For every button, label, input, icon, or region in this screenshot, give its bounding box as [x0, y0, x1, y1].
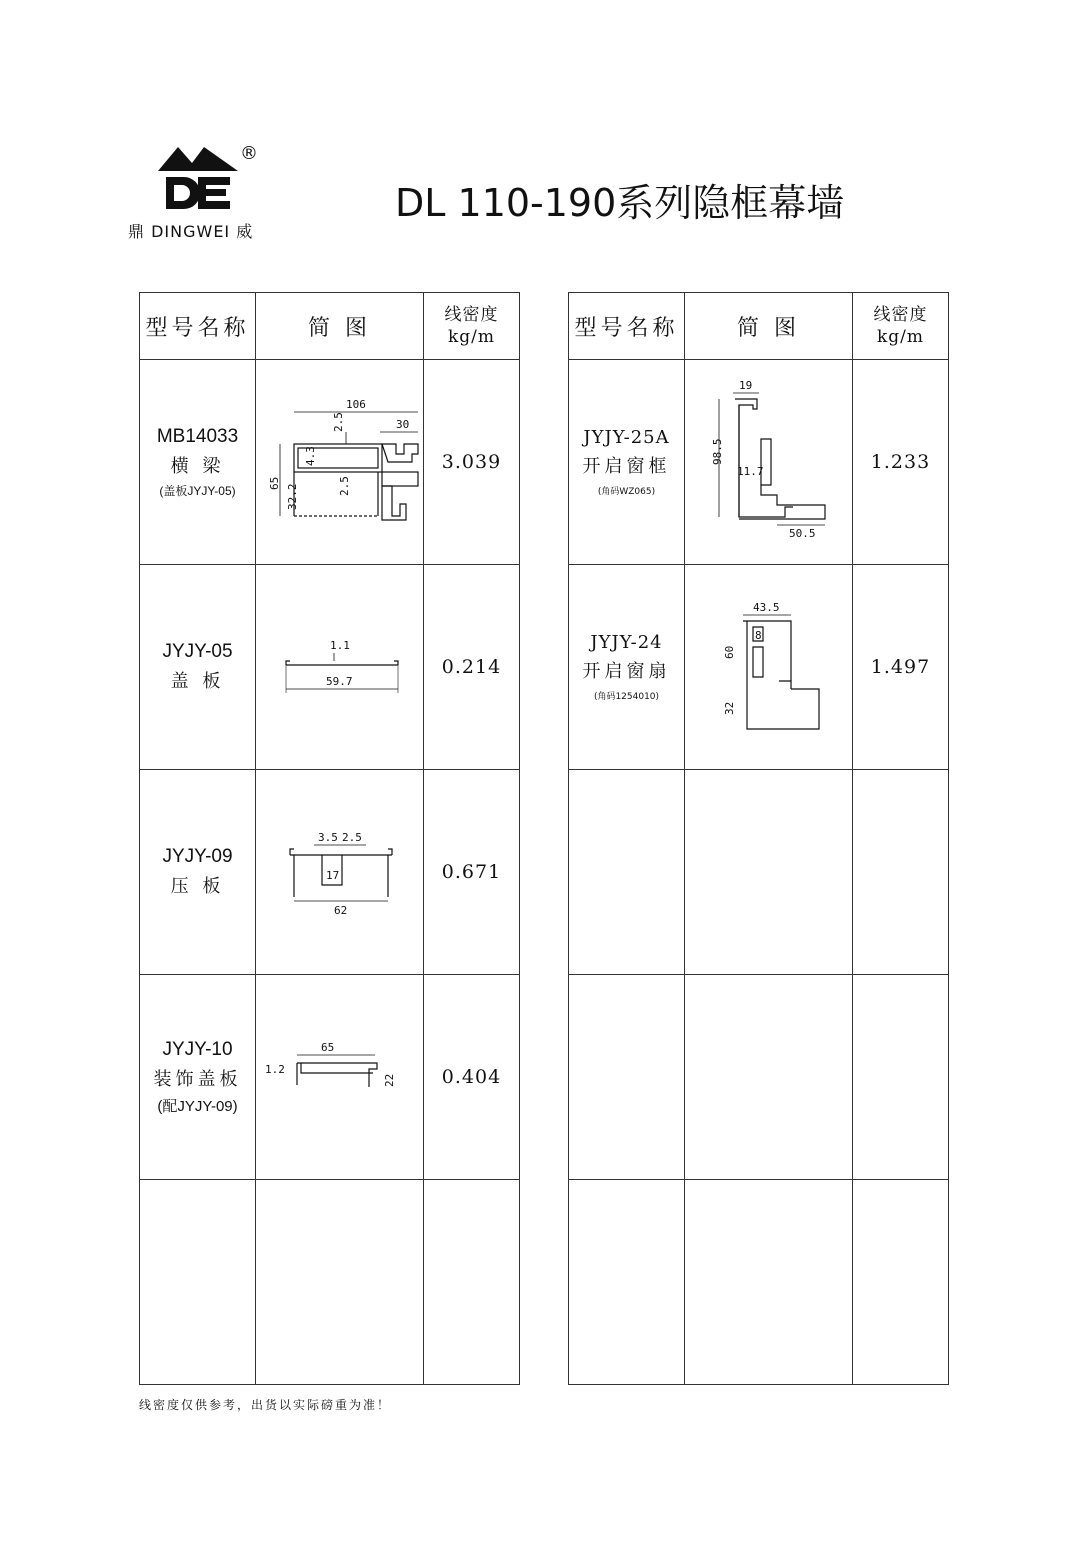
model-name: 横 梁 — [170, 455, 225, 477]
profile-jyjy09-drawing — [280, 817, 400, 927]
density-cell — [853, 1180, 949, 1385]
dim-label: 59.7 — [325, 675, 352, 688]
header-model-name: 型号名称 — [140, 293, 256, 360]
table-row — [569, 360, 949, 565]
density-cell — [853, 565, 949, 770]
dim-label: 98.5 — [710, 438, 724, 465]
brand-name: 鼎 DINGWEI 威 — [128, 222, 254, 241]
model-name-cell — [569, 565, 685, 770]
model-code: JYJY-25A — [583, 427, 670, 448]
profile-table-left — [139, 292, 520, 1385]
density-cell — [853, 360, 949, 565]
model-code: JYJY-05 — [162, 641, 233, 662]
header-density — [424, 293, 520, 360]
dim-label: 11.7 — [736, 465, 763, 478]
header-density-unit: kg/m — [876, 327, 925, 347]
dim-label: 19 — [738, 379, 752, 392]
profile-jyjy25a-drawing — [699, 377, 839, 547]
dim-label: 2.5 — [331, 412, 345, 432]
model-name-cell — [569, 770, 685, 975]
diagram-cell — [685, 1180, 853, 1385]
table-header-row — [140, 293, 520, 360]
dim-label: 4.3 — [303, 446, 317, 466]
dim-label: 60 — [722, 645, 736, 659]
diagram-cell — [256, 360, 424, 565]
diagram-cell — [685, 770, 853, 975]
dim-label: 106 — [345, 398, 366, 411]
header-diagram: 简 图 — [685, 293, 853, 360]
model-name-cell — [569, 975, 685, 1180]
table-row — [140, 770, 520, 975]
profile-table-right — [568, 292, 949, 1385]
header-model-name: 型号名称 — [569, 293, 685, 360]
page-title: DL 110-190系列隐框幕墙 — [395, 181, 845, 225]
model-note: (配JYJY-09) — [157, 1097, 238, 1115]
model-name: 开启窗扇 — [582, 661, 671, 682]
model-name-cell — [140, 770, 256, 975]
header-density-unit: kg/m — [447, 327, 496, 347]
model-note: (盖板JYJY-05) — [159, 483, 236, 498]
dim-label: 30 — [395, 418, 409, 431]
density-value: 1.233 — [870, 451, 931, 473]
density-value: 1.497 — [870, 656, 931, 678]
model-code: MB14033 — [156, 425, 239, 447]
density-cell — [424, 770, 520, 975]
density-value: 0.404 — [441, 1066, 502, 1088]
density-value: 0.214 — [441, 656, 502, 678]
density-cell — [424, 1180, 520, 1385]
dim-label: 50.5 — [788, 527, 815, 540]
dingwei-logo-icon — [158, 143, 238, 215]
model-name: 盖 板 — [170, 671, 225, 692]
table-row — [569, 1180, 949, 1385]
diagram-cell — [256, 770, 424, 975]
dim-label: 32.2 — [285, 483, 299, 510]
table-row — [569, 770, 949, 975]
density-cell — [424, 975, 520, 1180]
density-value: 3.039 — [441, 451, 502, 473]
diagram-cell — [685, 565, 853, 770]
diagram-cell — [256, 565, 424, 770]
header-density — [853, 293, 949, 360]
header-density-label: 线密度 — [873, 305, 928, 325]
profile-jyjy05-drawing — [270, 627, 410, 707]
profile-jyjy10-drawing — [265, 1037, 415, 1117]
model-note: (角码1254010) — [593, 692, 660, 702]
dim-label: 17 — [325, 869, 339, 882]
model-code: JYJY-24 — [590, 632, 663, 653]
model-name: 装饰盖板 — [153, 1068, 242, 1090]
model-name-cell — [140, 1180, 256, 1385]
density-cell — [424, 360, 520, 565]
density-cell — [853, 770, 949, 975]
table-row — [140, 975, 520, 1180]
dim-label: 22 — [382, 1073, 396, 1087]
profile-jyjy24-drawing — [709, 597, 829, 737]
model-name-cell — [569, 1180, 685, 1385]
dim-label: 3.5 — [317, 831, 338, 844]
footer-note: 线密度仅供参考，出货以实际磅重为准！ — [139, 1398, 392, 1412]
dim-label: 65 — [267, 476, 281, 490]
dim-label: 1.2 — [264, 1063, 285, 1076]
table-row — [140, 1180, 520, 1385]
table-row — [569, 975, 949, 1180]
dim-label: 2.5 — [341, 831, 362, 844]
diagram-cell — [685, 360, 853, 565]
model-code: JYJY-10 — [162, 1038, 233, 1060]
diagram-cell — [685, 975, 853, 1180]
table-row — [140, 565, 520, 770]
density-value: 0.671 — [441, 861, 502, 883]
profile-mb14033-drawing — [260, 392, 420, 532]
model-name-cell — [140, 565, 256, 770]
model-name: 开启窗框 — [582, 456, 671, 477]
model-name: 压 板 — [170, 876, 225, 897]
header-density-label: 线密度 — [444, 305, 499, 325]
density-cell — [424, 565, 520, 770]
dim-label: 8 — [754, 629, 762, 642]
header-diagram: 简 图 — [256, 293, 424, 360]
model-code: JYJY-09 — [162, 846, 233, 867]
dim-label: 62 — [333, 904, 347, 917]
model-name-cell — [569, 360, 685, 565]
dim-label: 2.5 — [337, 476, 351, 496]
diagram-cell — [256, 1180, 424, 1385]
model-name-cell — [140, 975, 256, 1180]
table-row — [140, 360, 520, 565]
registered-mark: ® — [240, 143, 258, 164]
brand-logo — [128, 143, 268, 243]
density-cell — [853, 975, 949, 1180]
model-note: (角码WZ065) — [597, 487, 656, 497]
table-header-row — [569, 293, 949, 360]
diagram-cell — [256, 975, 424, 1180]
dim-label: 65 — [320, 1041, 334, 1054]
dim-label: 32 — [722, 701, 736, 715]
dim-label: 43.5 — [752, 601, 779, 614]
table-row — [569, 565, 949, 770]
model-name-cell — [140, 360, 256, 565]
dim-label: 1.1 — [329, 639, 350, 652]
